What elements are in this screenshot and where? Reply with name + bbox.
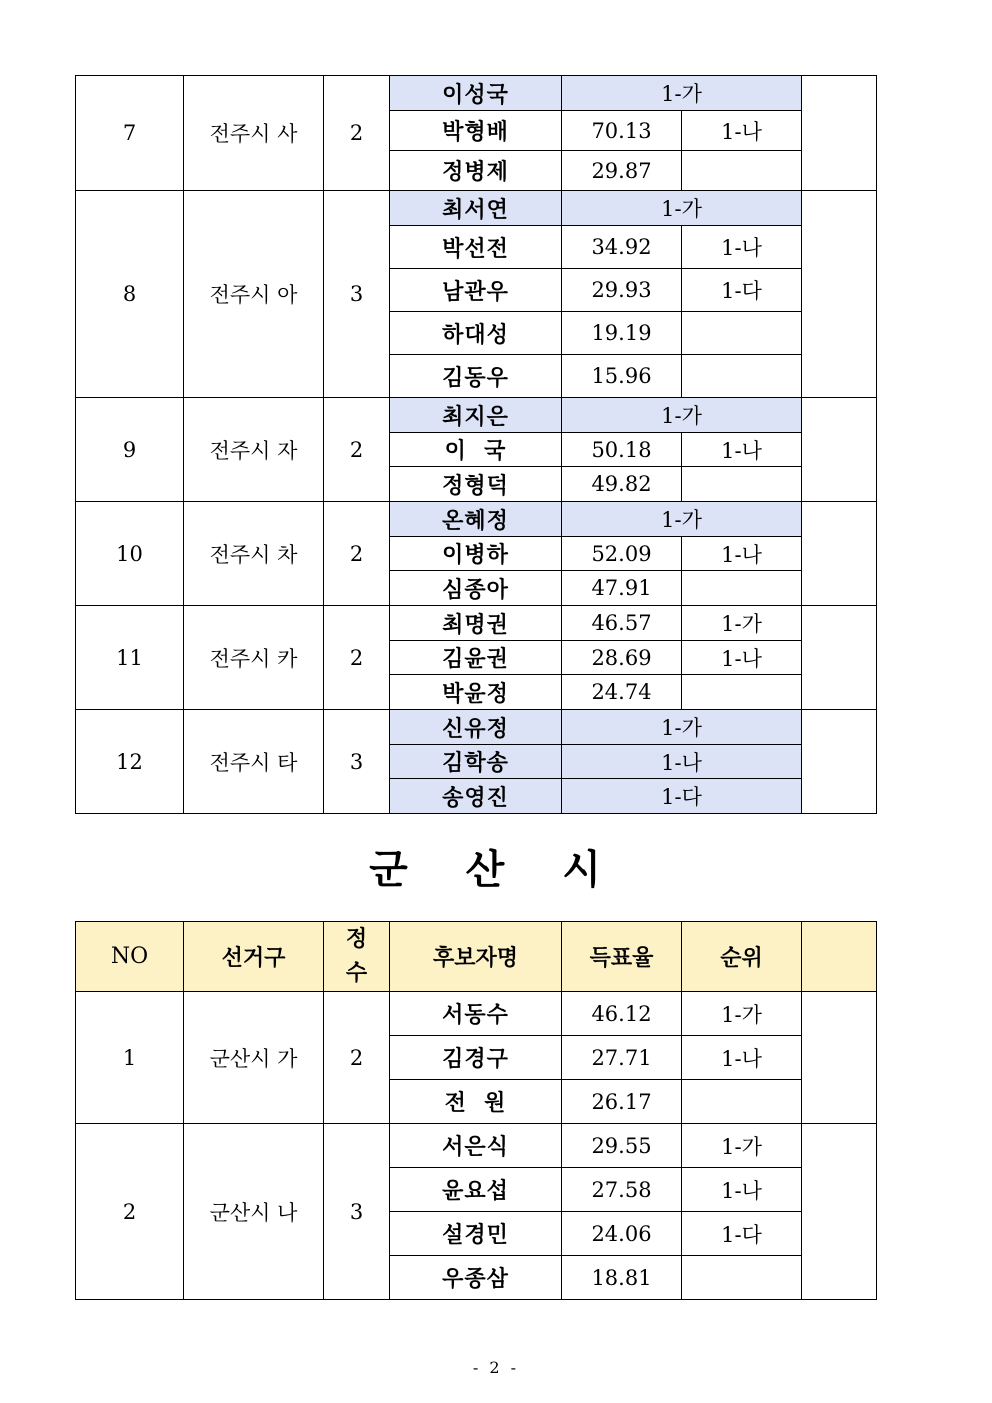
- candidate-rank: [682, 675, 802, 710]
- candidate-rank: 1-가: [682, 606, 802, 641]
- candidate-rank: 1-나: [682, 537, 802, 571]
- district-name: 전주시 타: [184, 710, 324, 814]
- candidate-name: 우종삼: [390, 1256, 562, 1300]
- candidate-name: 김동우: [390, 355, 562, 398]
- candidate-name: 최서연: [390, 191, 562, 226]
- vote-rate: 46.12: [562, 992, 682, 1036]
- gunsan-results-table: [75, 921, 877, 1300]
- district-number: 7: [76, 76, 184, 191]
- candidate-name: 이 국: [390, 433, 562, 467]
- candidate-rank: [682, 467, 802, 502]
- candidate-rank: 1-가: [562, 502, 802, 537]
- vote-rate: 27.58: [562, 1168, 682, 1212]
- vote-rate: 24.06: [562, 1212, 682, 1256]
- district-number: 1: [76, 992, 184, 1124]
- table-row: [76, 606, 877, 641]
- vote-rate: 26.17: [562, 1080, 682, 1124]
- district-number: 12: [76, 710, 184, 814]
- candidate-name: 김학송: [390, 745, 562, 779]
- jeonju-results-table: [75, 75, 877, 814]
- candidate-rank: 1-가: [682, 992, 802, 1036]
- vote-rate: 29.55: [562, 1124, 682, 1168]
- empty-cell: [802, 76, 877, 191]
- header-district: 선거구: [184, 922, 324, 992]
- table-row: [76, 1124, 877, 1168]
- candidate-name: 송영진: [390, 779, 562, 814]
- candidate-rank: 1-나: [682, 226, 802, 269]
- candidate-name: 김경구: [390, 1036, 562, 1080]
- district-number: 2: [76, 1124, 184, 1300]
- candidate-name: 심종아: [390, 571, 562, 606]
- header-seats-top: 정: [345, 926, 368, 952]
- candidate-rank: 1-가: [682, 1124, 802, 1168]
- vote-rate: 28.69: [562, 641, 682, 675]
- district-name: 전주시 카: [184, 606, 324, 710]
- seat-count: 2: [324, 992, 390, 1124]
- vote-rate: 49.82: [562, 467, 682, 502]
- candidate-rank: 1-가: [562, 76, 802, 111]
- table-row: [76, 76, 877, 111]
- header-seats-bottom: 수: [345, 960, 368, 986]
- vote-rate: 18.81: [562, 1256, 682, 1300]
- candidate-rank: 1-나: [682, 111, 802, 151]
- candidate-name: 신유정: [390, 710, 562, 745]
- vote-rate: 52.09: [562, 537, 682, 571]
- candidate-name: 이성국: [390, 76, 562, 111]
- candidate-rank: 1-나: [682, 1036, 802, 1080]
- district-number: 9: [76, 398, 184, 502]
- candidate-rank: [682, 571, 802, 606]
- vote-rate: 19.19: [562, 312, 682, 355]
- table-row: [76, 992, 877, 1036]
- candidate-name: 설경민: [390, 1212, 562, 1256]
- seat-count: 3: [324, 710, 390, 814]
- empty-cell: [802, 398, 877, 502]
- empty-cell: [802, 710, 877, 814]
- district-number: 8: [76, 191, 184, 398]
- candidate-rank: [682, 1080, 802, 1124]
- candidate-name: 박형배: [390, 111, 562, 151]
- district-name: 군산시 나: [184, 1124, 324, 1300]
- district-name: 전주시 차: [184, 502, 324, 606]
- candidate-name: 서동수: [390, 992, 562, 1036]
- vote-rate: 34.92: [562, 226, 682, 269]
- candidate-name: 윤요섭: [390, 1168, 562, 1212]
- table-row: [76, 710, 877, 745]
- candidate-rank: 1-나: [682, 433, 802, 467]
- table-row: [76, 191, 877, 226]
- candidate-name: 박윤정: [390, 675, 562, 710]
- vote-rate: 29.87: [562, 151, 682, 191]
- candidate-name: 전 원: [390, 1080, 562, 1124]
- candidate-name: 정형덕: [390, 467, 562, 502]
- header-no: NO: [76, 922, 184, 992]
- candidate-name: 최명권: [390, 606, 562, 641]
- candidate-rank: 1-가: [562, 398, 802, 433]
- candidate-rank: [682, 355, 802, 398]
- district-number: 10: [76, 502, 184, 606]
- district-name: 전주시 사: [184, 76, 324, 191]
- seat-count: 2: [324, 502, 390, 606]
- candidate-name: 김윤권: [390, 641, 562, 675]
- candidate-rank: [682, 151, 802, 191]
- candidate-name: 이병하: [390, 537, 562, 571]
- candidate-name: 박선전: [390, 226, 562, 269]
- empty-cell: [802, 191, 877, 398]
- candidate-rank: 1-나: [562, 745, 802, 779]
- vote-rate: 46.57: [562, 606, 682, 641]
- vote-rate: 70.13: [562, 111, 682, 151]
- candidate-rank: 1-다: [562, 779, 802, 814]
- empty-cell: [802, 992, 877, 1124]
- table-row: [76, 398, 877, 433]
- header-seats: [324, 922, 390, 992]
- vote-rate: 47.91: [562, 571, 682, 606]
- seat-count: 2: [324, 76, 390, 191]
- empty-cell: [802, 502, 877, 606]
- vote-rate: 29.93: [562, 269, 682, 312]
- candidate-name: 최지은: [390, 398, 562, 433]
- header-rank: 순위: [682, 922, 802, 992]
- candidate-rank: 1-나: [682, 641, 802, 675]
- district-number: 11: [76, 606, 184, 710]
- empty-cell: [802, 606, 877, 710]
- district-name: 군산시 가: [184, 992, 324, 1124]
- candidate-name: 정병제: [390, 151, 562, 191]
- vote-rate: 27.71: [562, 1036, 682, 1080]
- seat-count: 3: [324, 191, 390, 398]
- seat-count: 2: [324, 398, 390, 502]
- page-number: - 2 -: [472, 1358, 520, 1377]
- candidate-rank: 1-다: [682, 269, 802, 312]
- header-extra: [802, 922, 877, 992]
- district-name: 전주시 아: [184, 191, 324, 398]
- header-candidate: 후보자명: [390, 922, 562, 992]
- candidate-rank: [682, 312, 802, 355]
- candidate-rank: 1-다: [682, 1212, 802, 1256]
- candidate-rank: [682, 1256, 802, 1300]
- candidate-rank: 1-가: [562, 191, 802, 226]
- section-title: 군 산 시: [369, 847, 623, 893]
- candidate-name: 남관우: [390, 269, 562, 312]
- candidate-name: 하대성: [390, 312, 562, 355]
- table-row: [76, 502, 877, 537]
- header-row: [76, 922, 877, 992]
- vote-rate: 15.96: [562, 355, 682, 398]
- candidate-name: 서은식: [390, 1124, 562, 1168]
- empty-cell: [802, 1124, 877, 1300]
- seat-count: 2: [324, 606, 390, 710]
- candidate-name: 온혜정: [390, 502, 562, 537]
- vote-rate: 50.18: [562, 433, 682, 467]
- candidate-rank: 1-나: [682, 1168, 802, 1212]
- district-name: 전주시 자: [184, 398, 324, 502]
- candidate-rank: 1-가: [562, 710, 802, 745]
- seat-count: 3: [324, 1124, 390, 1300]
- header-rate: 득표율: [562, 922, 682, 992]
- vote-rate: 24.74: [562, 675, 682, 710]
